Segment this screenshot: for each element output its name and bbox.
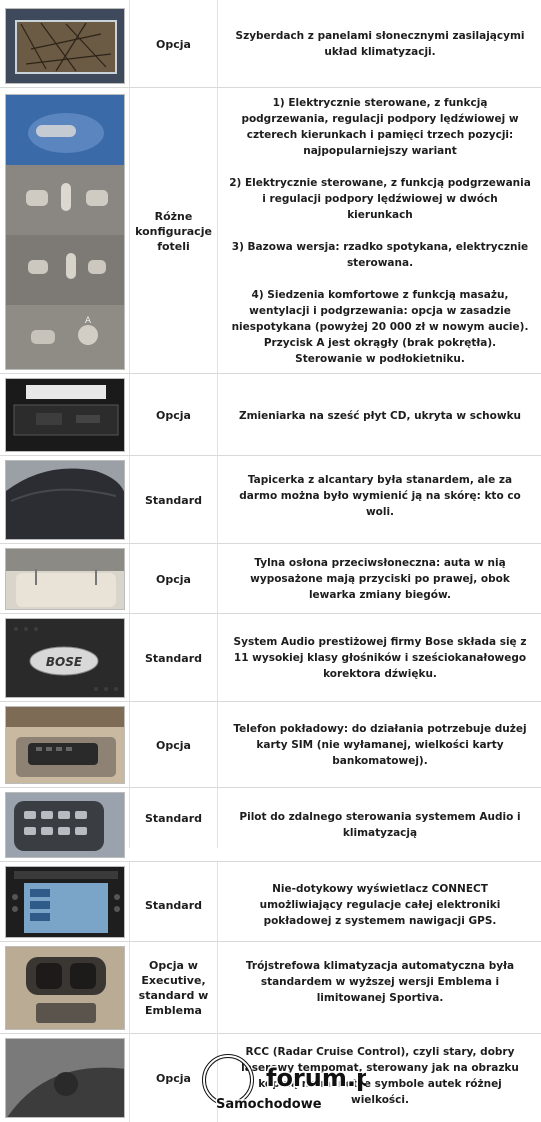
status-label: Standard: [144, 651, 203, 665]
description-text: Pilot do zdalnego sterowania systemem Audio i klimatyzacją: [239, 811, 521, 839]
description-text: Telefon pokładowy: do działania potrzebuje dużej karty SIM (nie wyłamanej, wielkości karty bankomatowej).: [233, 723, 527, 767]
status-label: Opcja: [156, 37, 191, 51]
table-row: [0, 544, 541, 614]
status-label: Standard: [144, 811, 203, 825]
description-text: Tylna osłona przeciwsłoneczna: auta w nią wyposażone mają przyciski po prawej, obok lewarka zmiany biegów.: [250, 557, 510, 601]
table-row: [0, 942, 541, 1034]
description-text: RCC (Radar Cruise Control), czyli stary, dobry laserowy tempomat, sterowany jak na obrazku kopułą na manetce symbole autek różnej wielkości.: [241, 1046, 519, 1106]
status-label: Różne konfiguracje foteli: [135, 209, 212, 253]
connect-display-photo: [5, 866, 125, 938]
table-row: [0, 88, 541, 374]
table-row: [0, 862, 541, 942]
table-row: [0, 614, 541, 702]
climate-vents-photo: [5, 946, 125, 1030]
status-label: Opcja w Executive, standard w Emblema: [138, 959, 209, 1017]
rear-sunshade-photo: [5, 548, 125, 610]
seat-controls-photo: [5, 94, 125, 370]
cruise-control-photo: [5, 1038, 125, 1118]
cd-changer-photo: [5, 378, 125, 452]
description-text: Szyberdach z panelami słonecznymi zasilającymi układ klimatyzacji.: [235, 30, 525, 58]
table-row: [0, 456, 541, 544]
description-text: Tapicerka z alcantary była stanardem, ale za darmo można było wymienić ją na skórę: kto co woli.: [239, 474, 521, 518]
description-text: 4) Siedzenia komfortowe z funkcją masażu, wentylacji i podgrzewania: opcja w zasadzie niespotykana (powyżej 20 000 zł w nowym aucie). Przycisk A jest okrągły (brak pokrętła). Sterowanie w podłokietniku.: [231, 289, 529, 365]
table-row: [0, 788, 541, 862]
forum-watermark: [196, 1050, 366, 1112]
phone-photo: [5, 706, 125, 784]
alcantara-seat-photo: [5, 460, 125, 540]
description-text: Nie-dotykowy wyświetlacz CONNECT umożliwiający regulacje całej elektroniki pokładowej z systemem nawigacji GPS.: [259, 883, 501, 927]
status-label: Standard: [144, 898, 203, 912]
table-row: [0, 374, 541, 456]
table-row: [0, 0, 541, 88]
status-label: Opcja: [156, 738, 191, 752]
status-label: Opcja: [156, 1071, 191, 1085]
description-text: 3) Bazowa wersja: rzadko spotykana, elektrycznie sterowana.: [231, 241, 529, 269]
description-text: Trójstrefowa klimatyzacja automatyczna była standardem w wyższej wersji Emblema i limitowanej Sportiva.: [245, 960, 515, 1004]
status-label: Opcja: [156, 572, 191, 586]
bose-speaker-photo: [5, 618, 125, 698]
sunroof-photo: [5, 8, 125, 84]
watermark-title: forum.p: [266, 1064, 366, 1092]
remote-control-photo: [5, 792, 125, 858]
status-label: Opcja: [156, 408, 191, 422]
watermark-subtitle: Samochodowe: [216, 1097, 322, 1112]
description-text: 2) Elektrycznie sterowane, z funkcją podgrzewania i regulacji podpory lędźwiowej w dwóch kierunkach: [229, 177, 531, 221]
description-text: 1) Elektrycznie sterowane, z funkcją podgrzewania, regulacji podpory lędźwiowej w czterech kierunkach i pamięci trzech pozycji: najpopularniejszy wariant: [241, 97, 519, 157]
status-label: Standard: [144, 493, 203, 507]
seat-button-letter: A: [84, 316, 92, 326]
description-text: Zmieniarka na sześć płyt CD, ukryta w schowku: [238, 410, 522, 422]
bose-logo-text: BOSE: [45, 655, 83, 669]
table-row: [0, 702, 541, 788]
description-text: System Audio prestiżowej firmy Bose składa się z 11 wysokiej klasy głośników i sześciokanałowego korektora dźwięku.: [233, 636, 527, 680]
